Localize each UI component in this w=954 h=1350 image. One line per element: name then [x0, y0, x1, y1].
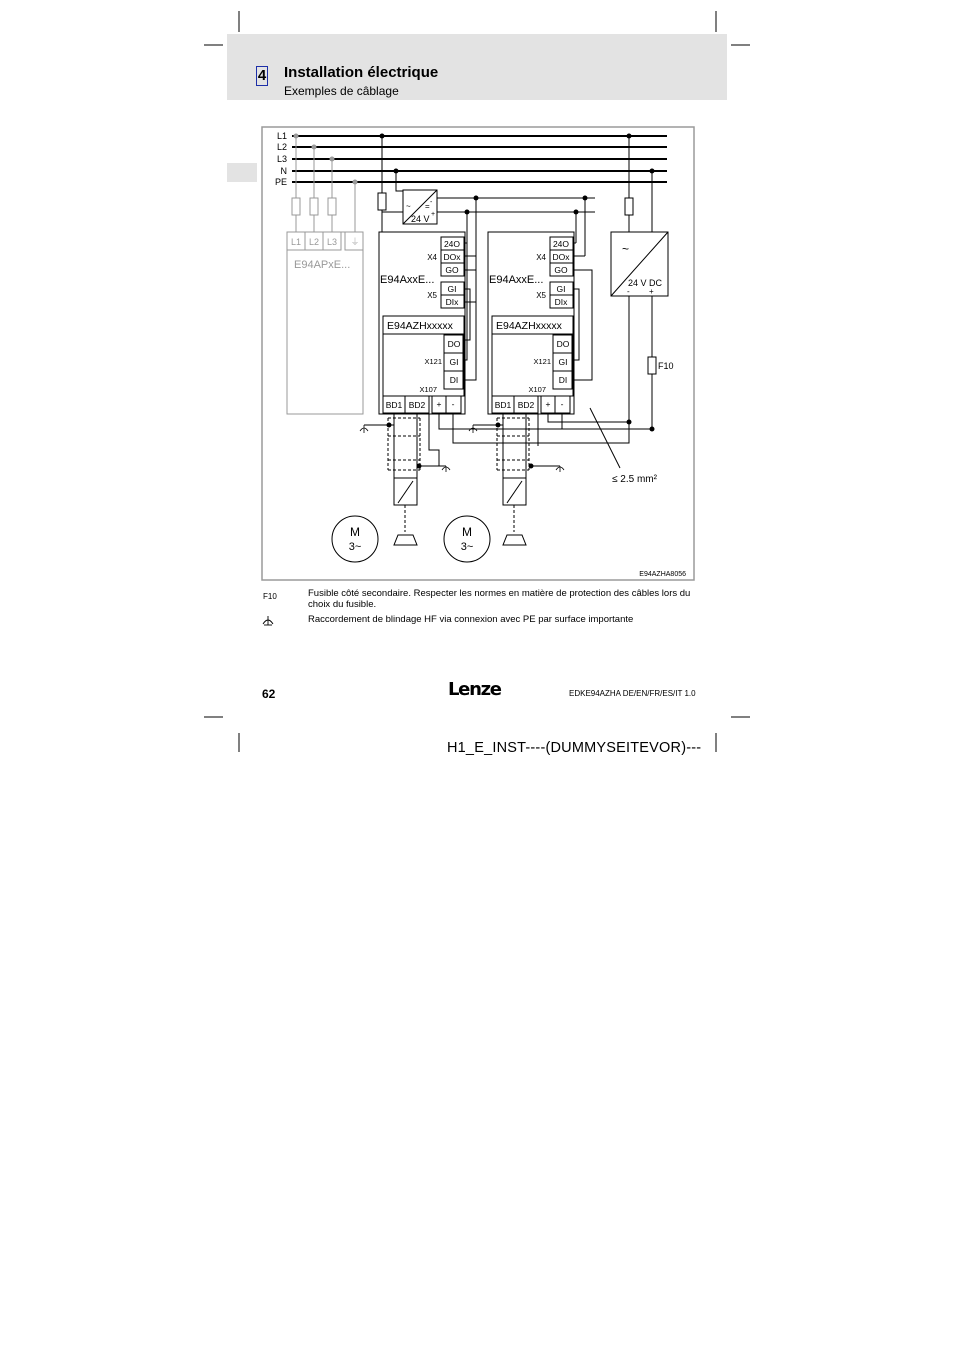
chapter-subtitle: Exemples de câblage [284, 84, 399, 98]
axis2-x107-minus: - [560, 399, 564, 409]
converter-minus: - [430, 199, 433, 206]
axis2-x121-gi: GI [558, 357, 568, 367]
motor1-letter: M [350, 525, 360, 539]
motor2-letter: M [462, 525, 472, 539]
axis1-x4-dox: DOx [443, 252, 461, 262]
axis2-x5-dix: DIx [554, 297, 568, 307]
converter-ac-symbol: ~ [406, 202, 411, 211]
axis1-x107-label: X107 [419, 385, 437, 394]
axis1-x5-dix: DIx [445, 297, 459, 307]
axis2-safety-module: E94AZHxxxxx [496, 320, 562, 332]
supply-module-name: E94APxE... [294, 259, 351, 271]
axis2-x121-do: DO [556, 339, 570, 349]
axis1-x107-bd1: BD1 [385, 400, 403, 410]
page-number: 62 [262, 687, 276, 701]
supply-module [287, 136, 363, 414]
axis2-x121-di: DI [558, 375, 568, 385]
axis2-name: E94AxxE... [489, 274, 544, 286]
figure-id: E94AZHA8056 [639, 571, 686, 578]
phase-label-l3: L3 [276, 154, 287, 164]
axis1-x121-do: DO [447, 339, 461, 349]
axis1-x107-minus: - [451, 399, 455, 409]
axis2-x107-bd1: BD1 [494, 400, 512, 410]
shield-earth-icon [261, 614, 275, 626]
axis1-x121-label: X121 [424, 357, 442, 366]
brand-logo: Lenze [448, 679, 501, 700]
axis1-x4-label: X4 [427, 253, 437, 262]
fuse-label: F10 [658, 361, 674, 371]
axis2-x5-gi: GI [556, 284, 566, 294]
converter-dc-symbol: = [425, 202, 430, 211]
axis2-x107-bd2: BD2 [517, 400, 535, 410]
legend-text-shield: Raccordement de blindage HF via connexion avec PE par surface importante [308, 614, 634, 625]
axis1-x121-gi: GI [449, 357, 459, 367]
legend-key-f10: F10 [263, 592, 277, 601]
axis1-safety-module: E94AZHxxxxx [387, 320, 453, 332]
axis2-x4-dox: DOx [552, 252, 570, 262]
axis2-x4-24o: 24O [552, 239, 570, 249]
supply-terminal-l1: L1 [290, 237, 302, 247]
motor2-phase: 3~ [460, 541, 474, 553]
supply-terminal-l2: L2 [308, 237, 320, 247]
psu-ac-symbol: ~ [622, 242, 630, 256]
axis1-name: E94AxxE... [380, 274, 435, 286]
axis2-x107-plus: + [545, 399, 551, 409]
legend-text-fuse: Fusible côté secondaire. Respecter les normes en matière de protection des câbles lors du choix du fusible. [308, 588, 691, 610]
axis1-x4-24o: 24O [443, 239, 461, 249]
motor1-phase: 3~ [348, 541, 362, 553]
axis2-x4-go: GO [554, 265, 568, 275]
supply-terminal-pe: ⏚ [350, 237, 360, 247]
axis2-x4-label: X4 [536, 253, 546, 262]
axis2-x107-label: X107 [528, 385, 546, 394]
converter-plus: + [431, 211, 436, 218]
shield-earth-icon [360, 425, 564, 472]
axis2-x121-label: X121 [533, 357, 551, 366]
phase-label-l2: L2 [276, 142, 287, 152]
phase-label-l1: L1 [276, 131, 287, 141]
psu-label: 24 V DC [628, 278, 663, 288]
axis1-x121-di: DI [449, 375, 459, 385]
psu-minus: - [627, 287, 630, 296]
axis1-x107-bd2: BD2 [408, 400, 426, 410]
supply-terminal-l3: L3 [326, 237, 338, 247]
chapter-title: Installation électrique [284, 64, 439, 81]
document-id: EDKE94AZHA DE/EN/FR/ES/IT 1.0 [569, 689, 696, 698]
axis1-x4-go: GO [445, 265, 459, 275]
cable-note: ≤ 2.5 mm² [612, 474, 657, 485]
axis2-x5-label: X5 [536, 291, 546, 300]
axis1-x5-gi: GI [447, 284, 457, 294]
converter-voltage: 24 V [411, 214, 430, 224]
axis1-x107-plus: + [436, 399, 442, 409]
phase-label-pe: PE [274, 177, 287, 187]
dummy-page-line: H1_E_INST----(DUMMYSEITEVOR)--- [447, 740, 702, 756]
chapter-number: 4 [257, 67, 267, 84]
phase-label-n: N [280, 166, 287, 176]
axis1-x5-label: X5 [427, 291, 437, 300]
psu-plus: + [649, 287, 654, 296]
